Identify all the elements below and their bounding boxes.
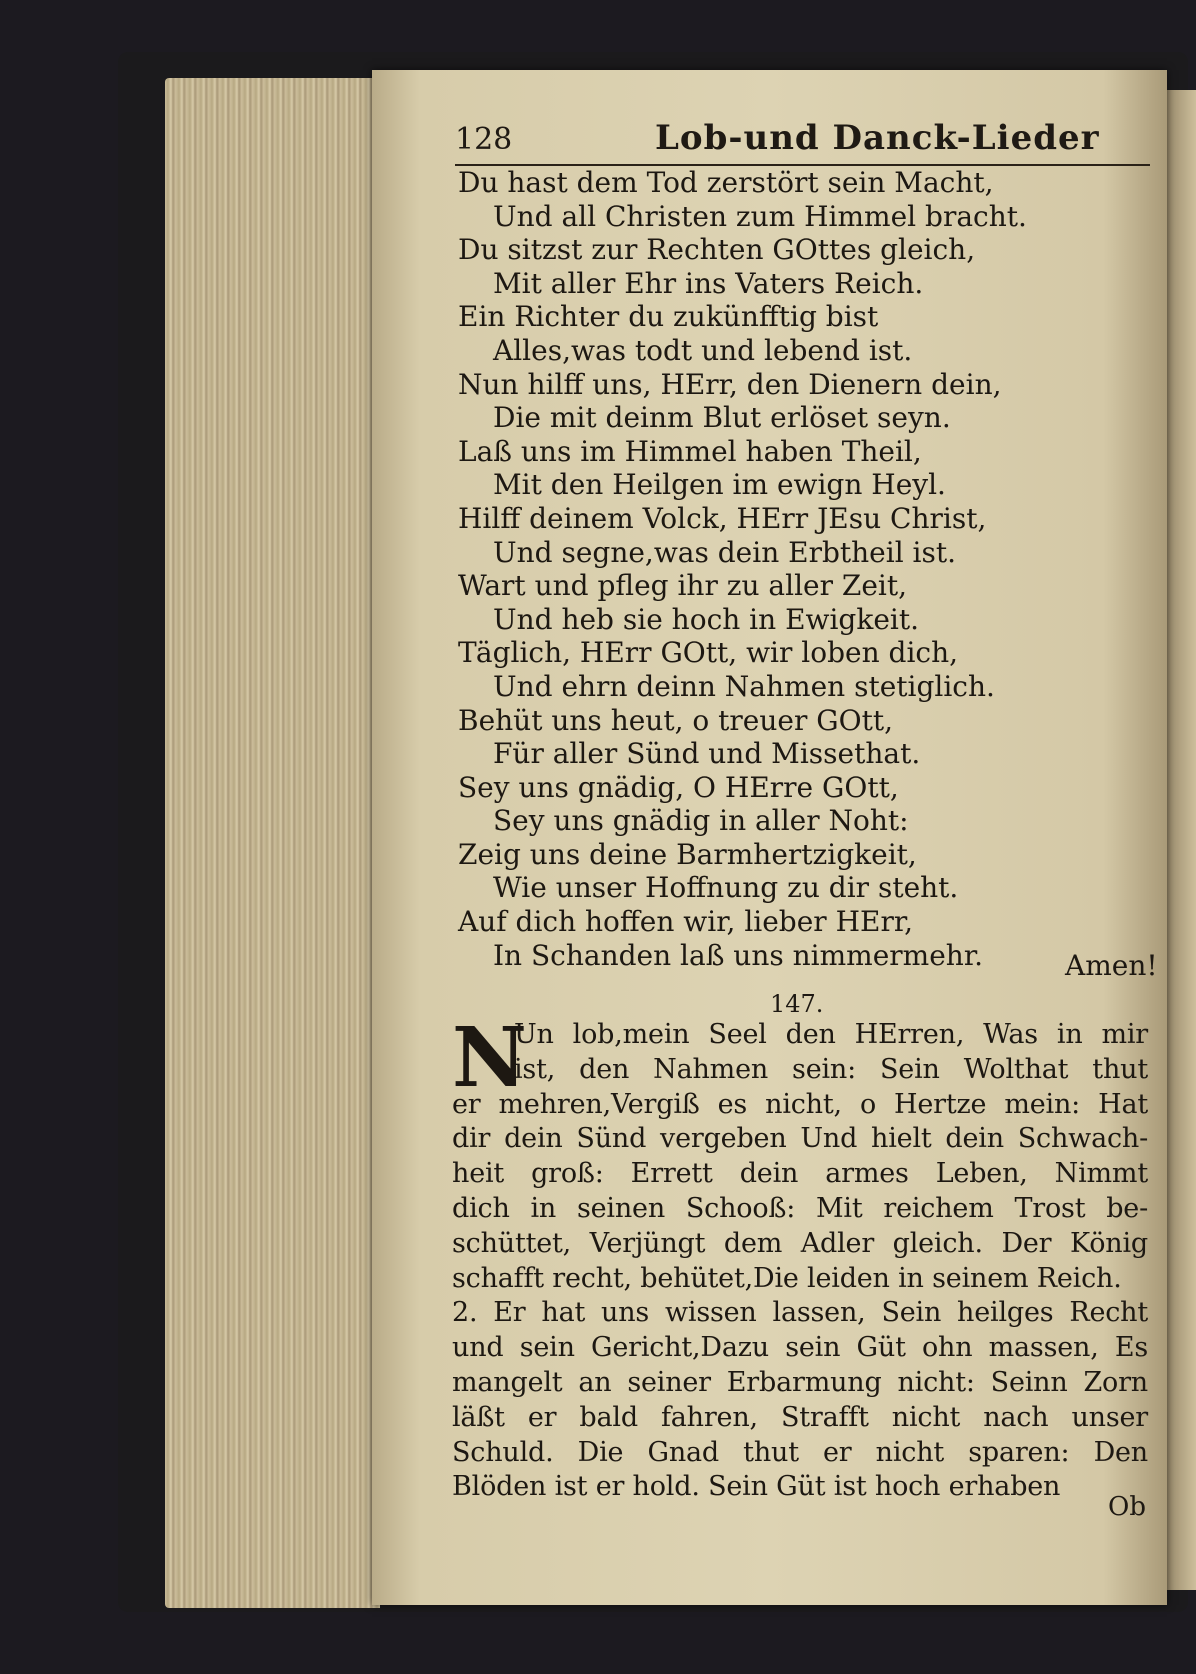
hymn-line: Schuld. Die Gnad thut er nicht sparen: Den [452,1436,1148,1468]
page-header [455,118,1150,166]
hymn-line: 2. Er hat uns wissen lassen, Sein heilges Recht [452,1297,1148,1329]
poem-line: Mit aller Ehr ins Vaters Reich. [493,266,924,300]
hymn-lines [452,1010,1148,1505]
hymn-line: schafft recht, behütet,Die leiden in seinem Reich. [452,1262,1122,1294]
poem-line: Alles,was todt und lebend ist. [493,333,913,367]
poem-line: Wie unser Hoffnung zu dir steht. [493,871,959,905]
hymn-line: schüttet, Verjüngt dem Adler gleich. Der König [452,1227,1148,1259]
poem-line: Und segne,was dein Erbtheil ist. [493,535,957,569]
poem-line: Täglich, HErr GOtt, wir loben dich, [458,636,959,670]
poem-line: Hilff deinem Volck, HErr JEsu Christ, [458,501,987,535]
poem-line: Laß uns im Himmel haben Theil, [458,434,922,468]
poem-line: Du sitzst zur Rechten GOttes gleich, [458,233,976,267]
poem-line: Behüt uns heut, o treuer GOtt, [458,703,893,737]
page-edges [165,78,380,1608]
poem-line: In Schanden laß uns nimmermehr. [493,938,984,972]
hymn-number: 147. [770,990,824,1018]
poem-line: Sey uns gnädig in aller Noht: [493,804,909,838]
poem-line: Nun hilff uns, HErr, den Dienern dein, [458,367,1002,401]
hymn-line: und sein Gericht,Dazu sein Güt ohn massen, Es [452,1332,1148,1364]
poem-line: Auf dich hoffen wir, lieber HErr, [458,905,914,939]
poem-line: Ein Richter du zukünfftig bist [458,300,879,334]
poem-line: Und heb sie hoch in Ewigkeit. [493,602,920,636]
catchword: Ob [1108,1492,1146,1522]
poem-line: Sey uns gnädig, O HErre GOtt, [458,770,899,804]
poem-text [458,166,1148,972]
hymn-line: heit groß: Errett dein armes Leben, Nimmt [452,1158,1148,1190]
hymn-line: ist, den Nahmen sein: Sein Wolthat thut [514,1053,1148,1085]
poem-line: Mit den Heilgen im ewign Heyl. [493,468,946,502]
hymn-line: läßt er bald fahren, Strafft nicht nach unser [452,1401,1148,1433]
poem-line: Wart und pfleg ihr zu aller Zeit, [458,569,908,603]
poem-line: Für aller Sünd und Missethat. [493,737,921,771]
hymn-line: Un lob,mein Seel den HErren, Was in mir [514,1019,1148,1050]
hymn-line: Blöden ist er hold. Sein Güt ist hoch erhaben [452,1471,1061,1503]
hymn-line: dich in seinen Schooß: Mit reichem Trost be- [452,1192,1148,1224]
amen-text: Amen! [1065,949,1158,982]
hymn-line: mangelt an seiner Erbarmung nicht: Seinn Zorn [452,1366,1148,1398]
hymn-text [452,1010,1148,1505]
hymn-line: dir dein Sünd vergeben Und hielt dein Schwach- [452,1123,1148,1155]
poem-line: Du hast dem Tod zerstört sein Macht, [458,166,994,199]
hymn-line: er mehren,Vergiß es nicht, o Hertze mein: Hat [452,1088,1148,1120]
drop-cap: N [452,1010,527,1106]
poem-line: Und all Christen zum Himmel bracht. [493,199,1027,233]
running-title: Lob-und Danck-Lieder [655,118,1100,158]
poem-line: Die mit deinm Blut erlöset seyn. [493,401,951,435]
poem-line: Und ehrn deinn Nahmen stetiglich. [493,669,995,703]
poem-line: Zeig uns deine Barmhertzigkeit, [458,837,917,871]
page-number: 128 [455,122,513,157]
